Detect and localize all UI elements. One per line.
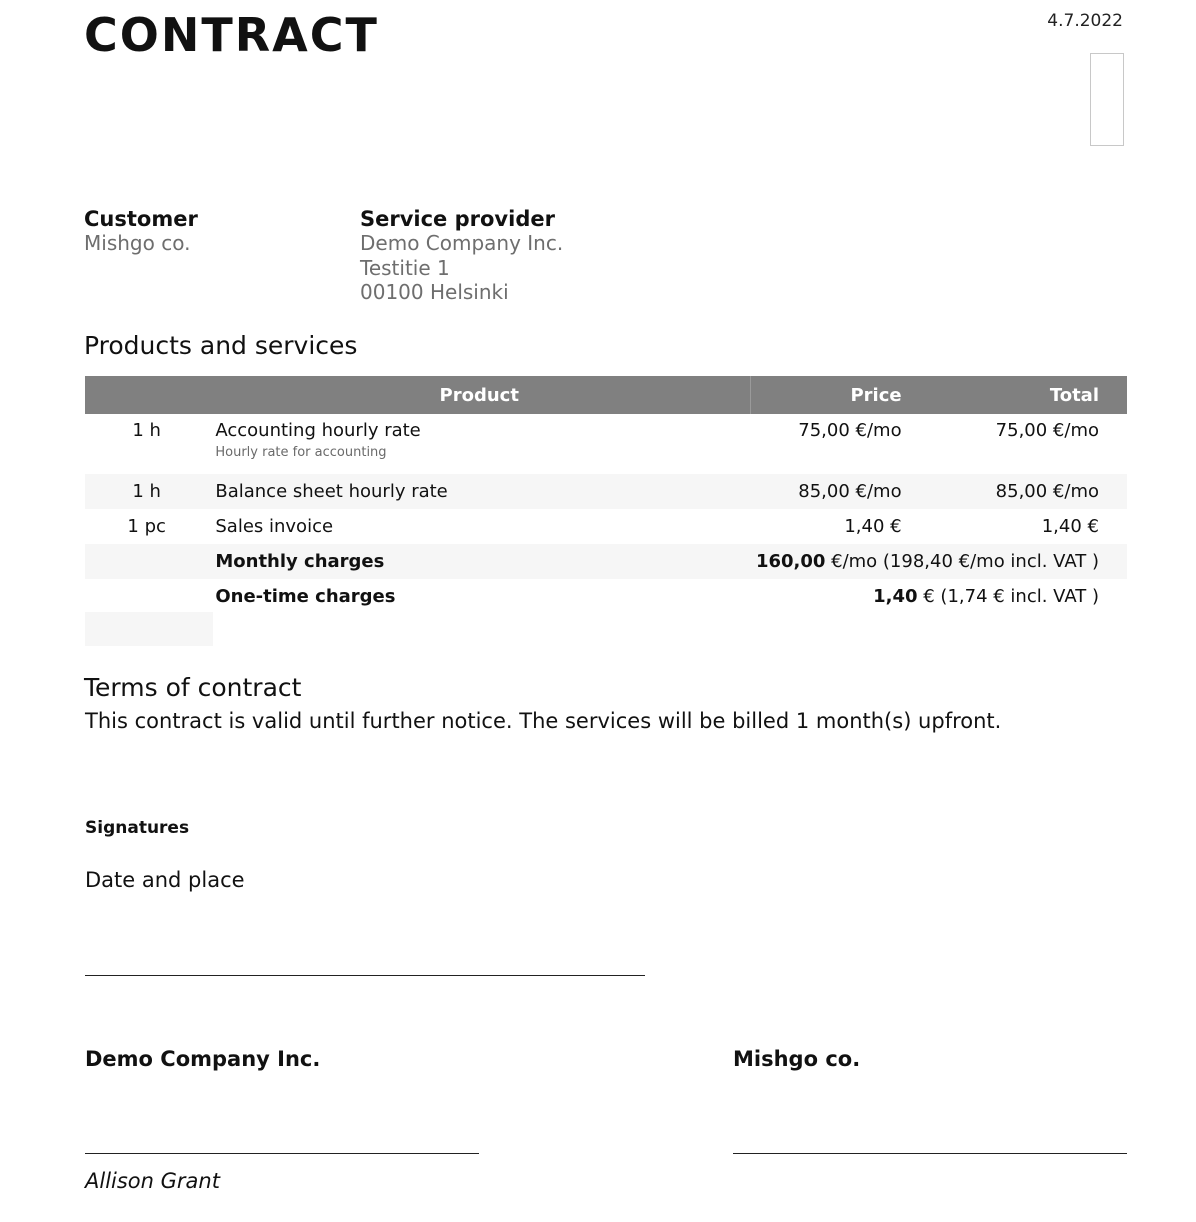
products-table — [85, 376, 1127, 614]
provider-signature-line — [85, 1153, 479, 1154]
monthly-charges-label: Monthly charges — [208, 544, 750, 579]
row-total: 1,40 € — [1041, 516, 1099, 537]
onetime-charges-row — [85, 579, 1127, 614]
onetime-charges-label: One-time charges — [215, 586, 396, 607]
product-column-header: Product — [208, 376, 750, 414]
provider-heading: Service provider — [360, 207, 555, 231]
products-heading: Products and services — [84, 331, 358, 360]
terms-text: This contract is valid until further notice. The services will be billed 1 month(s) upfront. — [85, 709, 1002, 733]
price-column-header: Price — [751, 376, 902, 414]
monthly-charges-row — [85, 544, 1127, 579]
row-total: 75,00 €/mo — [995, 420, 1099, 441]
row-total: 85,00 €/mo — [902, 474, 1127, 509]
row-price: 85,00 €/mo — [751, 474, 902, 509]
document-date: 4.7.2022 — [1047, 11, 1123, 31]
date-and-place-label: Date and place — [85, 868, 245, 892]
row-qty: 1 pc — [127, 516, 166, 537]
onetime-charges-amount: 1,40 — [873, 586, 918, 607]
terms-heading: Terms of contract — [84, 673, 302, 702]
table-row — [85, 414, 1127, 474]
row-product-name: Accounting hourly rate — [215, 420, 421, 441]
table-row — [85, 474, 1127, 509]
empty-cell — [85, 579, 208, 614]
date-place-line — [85, 975, 645, 976]
row-price: 1,40 € — [844, 516, 902, 537]
monthly-charges-amount: 160,00 — [755, 551, 826, 572]
total-column-header: Total — [902, 376, 1127, 414]
row-product-name: Sales invoice — [215, 516, 334, 537]
signatures-heading: Signatures — [85, 818, 190, 838]
document-title: CONTRACT — [84, 8, 379, 62]
monthly-charges-value — [751, 544, 1127, 579]
customer-heading: Customer — [84, 207, 198, 231]
monthly-charges-detail: €/mo (198,40 €/mo incl. VAT ) — [825, 551, 1099, 572]
provider-signature-company: Demo Company Inc. — [85, 1047, 321, 1071]
row-price: 75,00 €/mo — [798, 420, 902, 441]
signer-name: Allison Grant — [85, 1169, 220, 1193]
qty-column-header — [85, 376, 208, 414]
onetime-charges-value — [751, 579, 1127, 614]
customer-signature-company: Mishgo co. — [733, 1047, 861, 1071]
customer-block — [84, 207, 198, 256]
table-spacer — [85, 612, 213, 646]
table-row — [85, 509, 1127, 544]
customer-signature-line — [733, 1153, 1127, 1154]
logo-placeholder — [1090, 53, 1124, 146]
row-product-name: Balance sheet hourly rate — [208, 474, 750, 509]
provider-block — [360, 207, 563, 305]
empty-cell — [85, 544, 208, 579]
row-product — [208, 414, 750, 474]
provider-name: Demo Company Inc. — [360, 231, 564, 255]
onetime-charges-detail: € (1,74 € incl. VAT ) — [917, 586, 1099, 607]
table-header-row — [85, 376, 1127, 414]
row-qty: 1 h — [132, 420, 161, 441]
customer-name: Mishgo co. — [84, 231, 191, 255]
provider-address-line2: 00100 Helsinki — [360, 280, 509, 304]
provider-address-line1: Testitie 1 — [360, 255, 450, 280]
row-qty: 1 h — [85, 474, 208, 509]
row-product-description: Hourly rate for accounting — [215, 445, 387, 460]
